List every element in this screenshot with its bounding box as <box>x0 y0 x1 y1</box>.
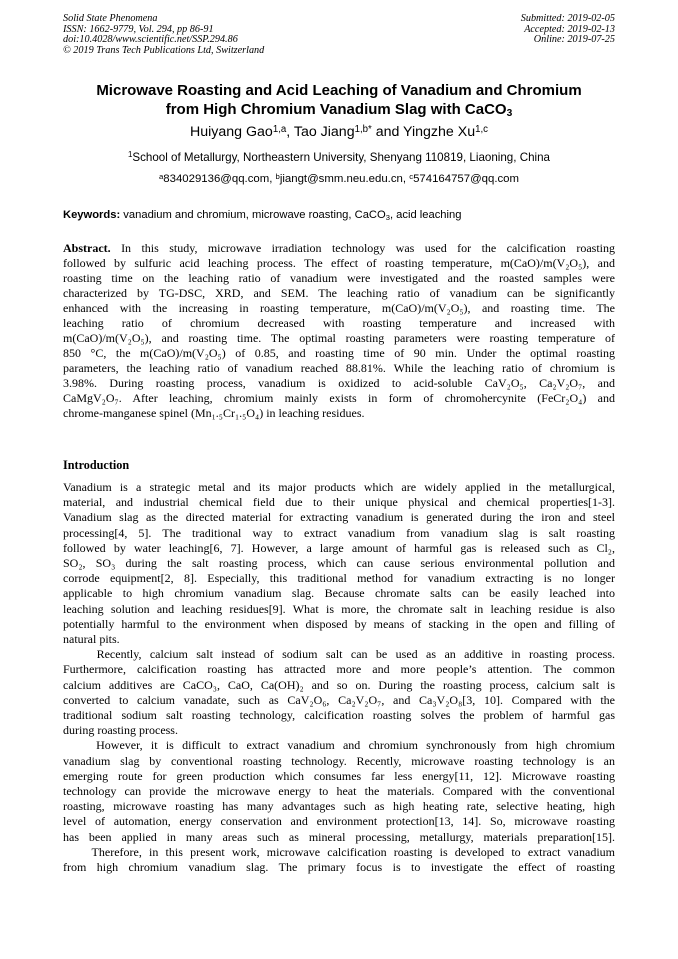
body-line: potentially harmful to the environment when disposed by means of stacking in the open and filling of <box>63 616 615 631</box>
online-date: Online: 2019-07-25 <box>533 34 615 46</box>
author-name: and Yingzhe Xu <box>371 124 476 140</box>
body-line: calcium additives are CaCO₃, CaO, Ca(OH)₂ and so on. During the roasting process, calcium salt is <box>63 677 615 692</box>
title-line-1: Microwave Roasting and Acid Leaching of Vanadium and Chromium <box>96 82 582 99</box>
abstract-line: roasting time on the leaching ratio of vanadium were investigated and the roasted samples were <box>63 271 615 285</box>
journal-name: Solid State Phenomena <box>63 13 158 24</box>
issn: ISSN: 1662-9779, Vol. 294, pp 86-91 <box>63 23 214 35</box>
abstract-line: characterized by TG-DSC, XRD, and SEM. The leaching ratio of vanadium can be significantly <box>63 286 615 300</box>
body-line: Recently, calcium salt instead of sodium salt can be used as an additive in roasting process. <box>63 647 615 662</box>
abstract-line: enhanced with the increasing in roasting temperature, m(CaO)/m(V₂O₅), and roasting time. The <box>63 301 615 315</box>
section-heading: Introduction <box>63 458 130 472</box>
body-line: technology can provide the microwave energy to heat the materials. Compared with the conventional <box>63 784 615 799</box>
keywords: Keywords: vanadium and chromium, microwave roasting, CaCO$_3$, acid leaching <box>63 209 462 222</box>
body-line: Furthermore, calcification roasting has attracted more and more people’s attention. The common <box>63 662 615 677</box>
email-link[interactable]: 834029136@qq.com, <box>163 173 276 185</box>
body-line: corrode equipment[2, 8]. Especially, this traditional method for vanadium extracting is no longer <box>63 571 615 586</box>
paper-title <box>63 82 615 119</box>
body-line: applicable to high chromium vanadium slag. Because chromate salts can be easily leached into <box>63 586 615 601</box>
body-line: Vanadium is a strategic metal and its major products which are widely applied in the metallurgical, <box>63 480 615 494</box>
email-link[interactable]: 574164757@qq.com <box>413 173 520 185</box>
body-line: traditional sodium salt roasting technology, calcification roasting solves the problem of harmful gas <box>63 708 615 723</box>
body-line: has been applied in many areas such as mineral processing, metallurgy, materials preparation[15]. <box>63 829 615 844</box>
abstract-line: 850 °C, the m(CaO)/m(V₂O₅) of 0.85, and roasting time of 90 min. Under the optimal roasting <box>63 346 615 360</box>
journal-header-right <box>521 14 615 46</box>
author-name: , Tao Jiang <box>286 124 355 140</box>
body-line: leaching solution and leaching residues[9]. What is more, the chromate salt in leaching residue is also <box>63 601 615 616</box>
abstract-line: leaching ratio of chromium decreased with roasting temperature and increased with <box>63 316 615 330</box>
email-link[interactable]: jiangt@smm.neu.edu.cn, <box>279 173 410 185</box>
body-line: during roasting process. <box>63 723 178 738</box>
submitted-date: Submitted: 2019-02-05 <box>520 13 615 24</box>
author-name: Huiyang Gao <box>190 124 273 140</box>
body-line: However, it is difficult to extract vanadium and chromium synchronously from high chromium <box>63 738 615 753</box>
abstract-line: CaMgV₂O₇. After leaching, chromium mainly exists in form of chromohercynite (FeCr₂O₄) and <box>63 391 615 405</box>
keywords-label: Keywords: <box>63 209 121 221</box>
body-line: level of automation, energy conservation and environment protection[13, 14]. So, microwave roasting <box>63 814 615 829</box>
doi: doi:10.4028/www.scientific.net/SSP.294.86 <box>63 34 238 46</box>
abstract <box>63 241 615 421</box>
accepted-date: Accepted: 2019-02-13 <box>524 23 615 35</box>
abstract-line: chrome-manganese spinel (Mn₁.₅Cr₁.₅O₄) in leaching residues. <box>63 406 365 420</box>
body-line: material, and industrial chemical field due to their unique physical and chemical properties[1-3]. <box>63 495 615 510</box>
body-line: followed by water leaching[6, 7]. However, a large amount of harmful gas is released such as Cl₂, <box>63 540 615 555</box>
body-line: natural pits. <box>63 632 120 647</box>
abstract-line: followed by sulfuric acid leaching process. The effect of roasting temperature, m(CaO)/m(V₂O₅), and <box>63 256 615 270</box>
body-line: SO₂, SO₃ during the salt roasting process, which can cause serious environmental pollution and <box>63 556 615 571</box>
body-line: from high chromium vanadium slag. The primary focus is to investigate the effect of roasting <box>63 860 615 875</box>
abstract-line: Abstract. In this study, microwave irradiation technology was used for the calcification roasting <box>63 241 615 255</box>
author-list: Huiyang Gao$^{1,a}$, Tao Jiang$^{1,b*}$ and Yingzhe Xu$^{1,c}$ <box>190 123 488 140</box>
abstract-line: m(CaO)/m(V₂O₅), and roasting time. The optimal roasting parameters were roasting temperature of <box>63 331 615 345</box>
body-line: vanadium slag by conventional roasting technology. Recently, microwave roasting technology is an <box>63 753 615 768</box>
body-line: Vanadium slag as the directed material for extracting vanadium is generated during the iron and steel <box>63 510 615 525</box>
title-line-2: from High Chromium Vanadium Slag with CaCO$_3$ <box>165 100 513 120</box>
body-line: Therefore, in this present work, microwave calcification roasting is developed to extract vanadium <box>63 844 615 859</box>
author-emails: $^a$834029136@qq.com, $^b$jiangt@smm.neu.edu.cn, $^c$574164757@qq.com <box>158 171 520 185</box>
introduction-body <box>63 480 615 875</box>
body-line: roasting, microwave roasting has many advantages such as high heating rate, selective heating, high <box>63 799 615 814</box>
body-line: processing[4, 5]. The traditional way to extract vanadium from vanadium slag is salt roasting <box>63 525 615 540</box>
journal-header-left <box>63 14 264 56</box>
body-line: emerging route for green production which consumes far less energy[11, 12]. Microwave roasting <box>63 768 615 783</box>
abstract-line: 3.98%. During roasting process, vanadium is oxidized to acid-soluble CaV₂O₅, Ca₂V₂O₇, and <box>63 376 615 390</box>
abstract-line: parameters, the leaching ratio of vanadium reached 88.81%. While the leaching ratio of chromium is <box>63 361 615 375</box>
affiliation: $^1$School of Metallurgy, Northeastern University, Shenyang 110819, Liaoning, China <box>127 150 550 164</box>
body-line: converted to calcium vanadate, such as CaV₂O₆, Ca₂V₂O₇, and Ca₃V₂O₈[3, 10]. Compared with the <box>63 692 615 707</box>
abstract-label: Abstract. <box>63 241 111 255</box>
copyright: © 2019 Trans Tech Publications Ltd, Switzerland <box>63 44 265 56</box>
